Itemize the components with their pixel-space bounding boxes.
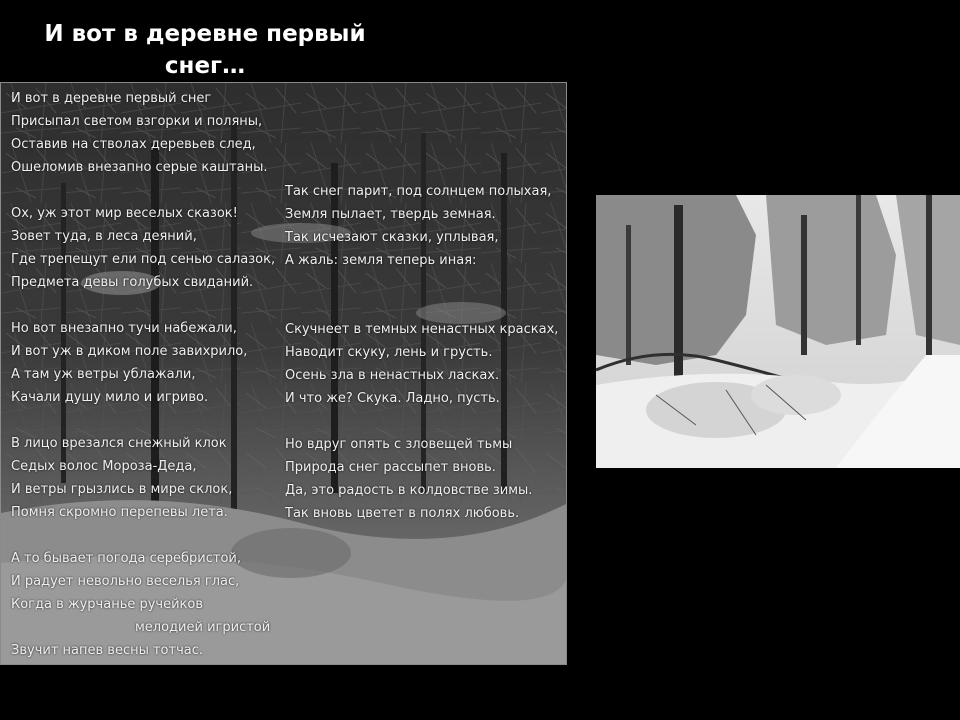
snowy-forest-path-image xyxy=(596,195,960,468)
poem-line: А жаль: земля теперь иная: xyxy=(285,253,477,268)
poem-line: Где трепещут ели под сенью салазок, xyxy=(11,252,276,267)
poem-line: Наводит скуку, лень и грусть. xyxy=(285,345,493,360)
poem-line: И радует невольно веселья глас, xyxy=(11,574,240,589)
poem-line: Так вновь цветет в полях любовь. xyxy=(285,506,520,521)
poem-line: Присыпал светом взгорки и поляны, xyxy=(11,114,263,129)
poem-line: Звучит напев весны тотчас. xyxy=(11,643,204,658)
poem-line: Ошеломив внезапно серые каштаны. xyxy=(11,160,268,175)
poem-line: Но вдруг опять с зловещей тьмы xyxy=(285,437,513,452)
poem-line: Качали душу мило и игриво. xyxy=(11,390,209,405)
stanza-gap xyxy=(285,410,558,433)
poem-line: И ветры грызлись в мире склок, xyxy=(11,482,233,497)
poem-line: Но вот внезапно тучи набежали, xyxy=(11,321,237,336)
poem-line: Когда в журчанье ручейков xyxy=(11,597,204,612)
poem-line: Предмета девы голубых свиданий. xyxy=(11,275,254,290)
poem-line: А там уж ветры ублажали, xyxy=(11,367,196,382)
poem-line: Помня скромно перепевы лета. xyxy=(11,505,228,520)
poem-line: И вот уж в диком поле завихрило, xyxy=(11,344,248,359)
poem-line: Седых волос Мороза-Деда, xyxy=(11,459,197,474)
poem-line: Зовет туда, в леса деяний, xyxy=(11,229,197,244)
poem-line: Природа снег рассыпет вновь. xyxy=(285,460,496,475)
poem-right-column xyxy=(285,180,558,525)
stanza-gap xyxy=(285,272,558,295)
slide-title xyxy=(40,18,370,82)
poem-line: мелодией игристой xyxy=(135,620,271,635)
stanza-gap xyxy=(285,295,558,318)
poem-image-frame xyxy=(0,82,567,665)
stanza-gap xyxy=(11,409,275,432)
poem-line: Ох, уж этот мир веселых сказок! xyxy=(11,206,238,221)
slide-title-line1: И вот в деревне первый xyxy=(44,21,366,47)
poem-line: Так исчезают сказки, уплывая, xyxy=(285,230,499,245)
poem-line: Осень зла в ненастных ласках. xyxy=(285,368,500,383)
stanza-gap xyxy=(11,294,275,317)
poem-line: И что же? Скука. Ладно, пусть. xyxy=(285,391,500,406)
poem-line: Оставив на стволах деревьев след, xyxy=(11,137,256,152)
stanza-gap xyxy=(11,179,275,202)
poem-left-column xyxy=(11,87,275,662)
poem-line: И вот в деревне первый снег xyxy=(11,91,212,106)
slide-title-line2: снег… xyxy=(164,53,246,79)
snowy-forest-photo xyxy=(596,195,960,468)
poem-line: В лицо врезался снежный клок xyxy=(11,436,227,451)
poem-line: Да, это радость в колдовстве зимы. xyxy=(285,483,533,498)
poem-line: Так снег парит, под солнцем полыхая, xyxy=(285,184,552,199)
poem-line: Земля пылает, твердь земная. xyxy=(285,207,496,222)
stanza-gap xyxy=(11,524,275,547)
poem-line: А то бывает погода серебристой, xyxy=(11,551,241,566)
poem-line: Скучнеет в темных ненастных красках, xyxy=(285,322,559,337)
